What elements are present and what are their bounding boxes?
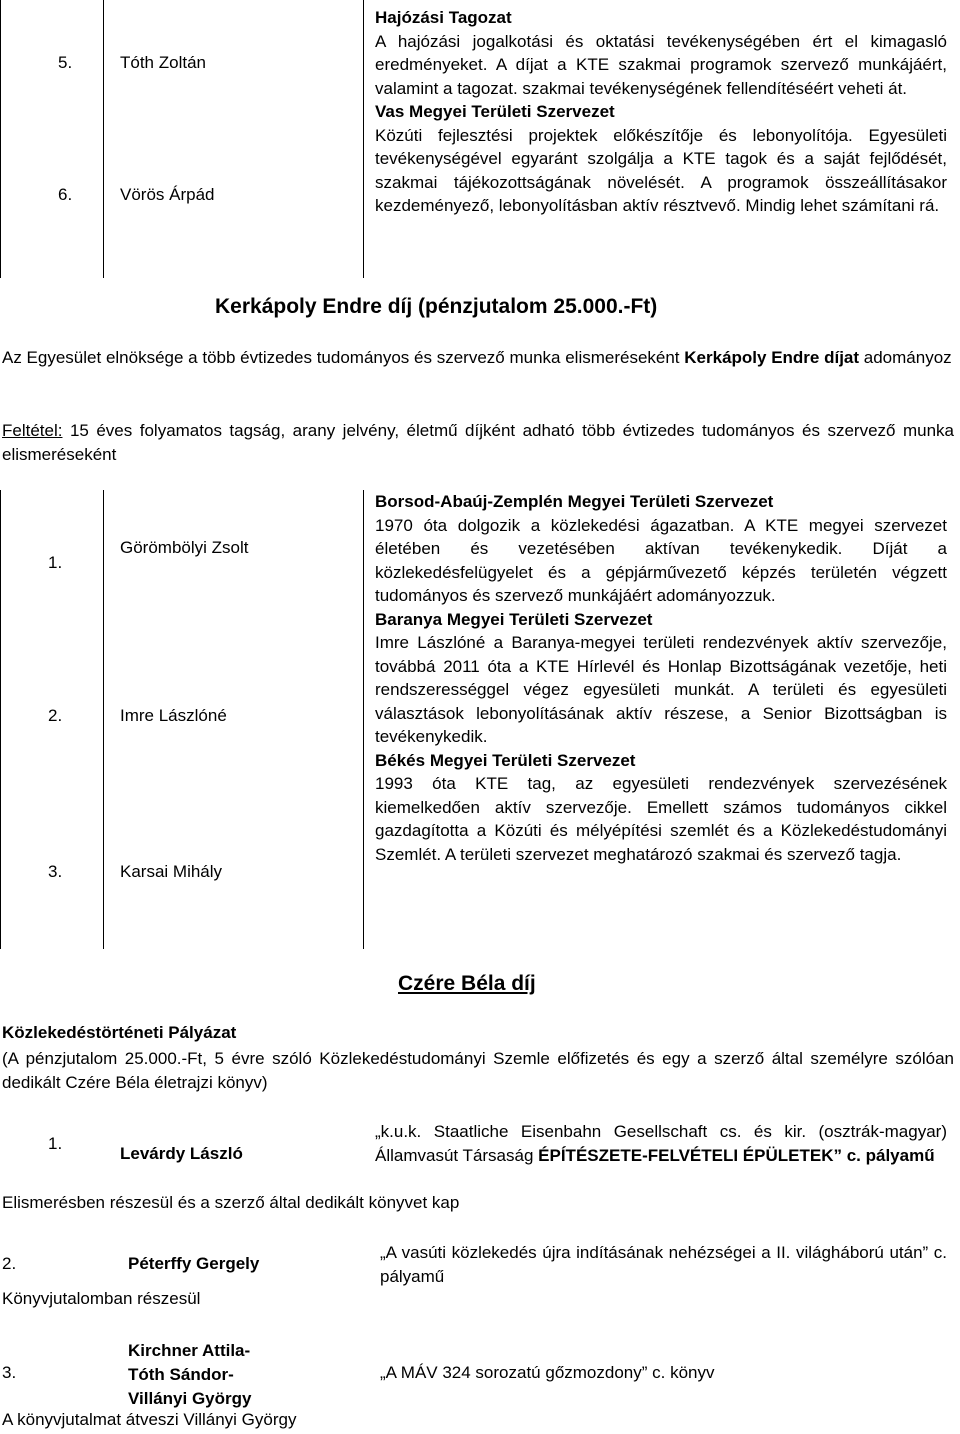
condition-text: 15 éves folyamatos tagság, arany jelvény, életmű díjként adható több évtizedes tudományos és szervező munka elismeréseként [2,421,954,464]
entry-number: 3. [2,1363,17,1382]
row-number: 2. [48,706,63,725]
award-description [375,6,947,218]
work-title: „k.u.k. Staatliche Eisenbahn Gesellschaft cs. és kir. (osztrák-magyar) Államvasút Társaság [375,1122,947,1165]
kerkapoly-intro [2,346,954,370]
award-reason: A hajózási jogalkotási és oktatási tevékenységében ért el kimagasló eredményeket. A díjat a KTE szakmai programok szervező munkájáért, valamint a tagozat. szakmai tevékenységének fellendítéséért veheti át. [375,31,947,98]
row-number: 3. [48,862,63,881]
intro-end: adományoz [859,348,952,367]
entry-work: „A vasúti közlekedés újra indításának nehézségei a II. világháború után” c. pályamű [380,1243,947,1286]
awardee-name: Imre Lászlóné [120,706,227,725]
row-number: 1. [48,553,63,572]
intro-award-name: Kerkápoly Endre díjat [684,348,860,367]
entrant-name: Péterffy Gergely [128,1254,260,1273]
award-reason: 1970 óta dolgozik a közlekedési ágazatban. A KTE megyei szervezet életében és vezetésében aktívan tevékenykedik. Díját a közlekedésfelügyelet és a gépjárművezető képzés területén végzett tudományos és szervező munkájáért adományozzuk. [375,515,947,605]
czere-heading: Czére Béla díj [398,972,536,995]
award-reason: Imre Lászlóné a Baranya-megyei területi rendezvények aktív szervezője, továbbá 2011 óta a KTE Hírlevél és Honlap Bizottságának vezetője, heti rendszerességgel végez egyesületi munkát. A területi és egyesületi választások lebonyolításának aktív részese, a Senior Bizottságban is tevékenykedik. [375,633,947,746]
entry-note: Könyvjutalomban részesül [2,1289,201,1308]
row-number: 5. [58,53,73,72]
award-reason: 1993 óta KTE tag, az egyesületi rendezvények szervezésének kiemelkedően aktív szervezője. Emellett számos tudományos cikkel gazdagította a Közúti és mélyépítési szemlét és a Közlekedéstudományi Szemlét. A területi szervezet meghatározó szakmai és szervező tagja. [375,774,947,864]
czere-prize-text: (A pénzjutalom 25.000.-Ft, 5 évre szóló Közlekedéstudományi Szemle előfizetés és egy a szerző által személyre szólóan dedikált Czére Béla életrajzi könyv) [2,1049,954,1092]
organization-name: Borsod-Abaúj-Zemplén Megyei Területi Szervezet [375,492,774,511]
entrant-name: Villányi György [128,1389,252,1408]
organization-name: Hajózási Tagozat [375,8,512,27]
awardee-name: Tóth Zoltán [120,53,206,72]
awardee-name: Vörös Árpád [120,185,215,204]
intro-text: Az Egyesület elnöksége a több évtizedes tudományos és szervező munka elismeréseként [2,348,685,367]
entry-number: 1. [48,1134,63,1153]
awardee-name: Karsai Mihály [120,862,223,881]
kerkapoly-heading: Kerkápoly Endre díj (pénzjutalom 25.000.-Ft) [215,295,658,318]
czere-subheading: Közlekedéstörténeti Pályázat [2,1023,237,1042]
organization-name: Vas Megyei Területi Szervezet [375,102,615,121]
award-description [375,490,947,866]
entrant-name: Tóth Sándor- [128,1365,234,1384]
condition-label: Feltétel: [2,421,63,440]
entrant-names [128,1339,251,1411]
entrant-name: Kirchner Attila- [128,1341,251,1360]
awardee-name: Görömbölyi Zsolt [120,538,249,557]
entry-work: „A MÁV 324 sorozatú gőzmozdony” c. könyv [380,1363,715,1382]
row-number: 6. [58,185,73,204]
entry-note: A könyvjutalmat átveszi Villányi György [2,1410,297,1429]
entrant-name: Levárdy László [120,1144,243,1163]
work-type: c. pályamű [841,1145,935,1165]
award-reason: Közúti fejlesztési projektek előkészítője és lebonyolítója. Egyesületi tevékenységével egyaránt szolgálja a KTE tagok és a saját fejlődését, szakmai tájékozottságának növelését. A programok összeállításakor kezdeményező, lebonyolításban aktív résztvevő. Mindig lehet számítani rá. [375,125,947,215]
entry-number: 2. [2,1254,17,1273]
entry-note: Elismerésben részesül és a szerző által dedikált könyvet kap [2,1193,460,1212]
entry-work [375,1120,947,1167]
work-title-bold: ÉPÍTÉSZETE-FELVÉTELI ÉPÜLETEK” [538,1145,842,1165]
kerkapoly-condition [2,419,954,467]
organization-name: Baranya Megyei Területi Szervezet [375,609,653,629]
organization-name: Békés Megyei Területi Szervezet [375,750,636,770]
